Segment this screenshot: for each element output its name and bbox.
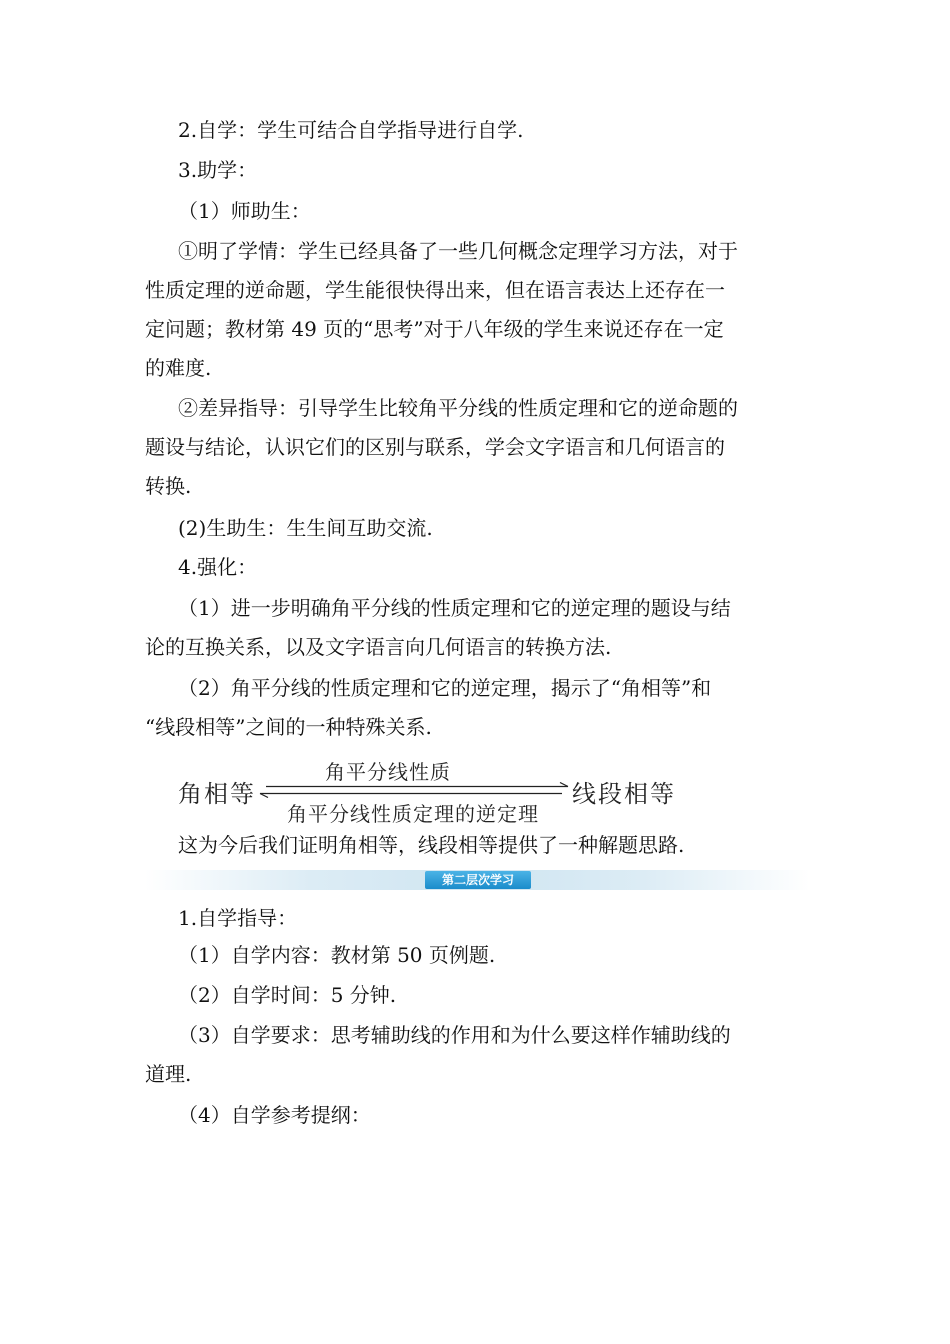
paragraph-reinforce: 4.强化： — [178, 555, 258, 579]
section-banner-title: 第二层次学习 — [425, 871, 531, 889]
paragraph-time: （2）自学时间：5 分钟. — [178, 983, 397, 1007]
relation-top-label: 角平分线性质 — [325, 760, 451, 784]
paragraph-learning-situation-line1: ①明了学情：学生已经具备了一些几何概念定理学习方法，对于 — [178, 239, 738, 263]
paragraph-learning-situation-line2: 性质定理的逆命题，学生能很快得出来，但在语言表达上还存在一 — [145, 278, 725, 302]
relation-right-term: 线段相等 — [572, 780, 676, 808]
paragraph-reinforce-2-line2: “线段相等”之间的一种特殊关系. — [145, 715, 432, 739]
paragraph-self-study: 2.自学：学生可结合自学指导进行自学. — [178, 118, 524, 142]
double-arrow-icon — [256, 782, 572, 798]
paragraph-outline: （4）自学参考提纲： — [178, 1103, 371, 1127]
paragraph-difference-guidance-line3: 转换. — [145, 474, 192, 498]
paragraph-reinforce-1-line1: （1）进一步明确角平分线的性质定理和它的逆定理的题设与结 — [178, 596, 731, 620]
paragraph-student-helps: (2)生助生：生生间互助交流. — [178, 516, 433, 540]
paragraph-reinforce-1-line2: 论的互换关系，以及文字语言向几何语言的转换方法. — [145, 635, 612, 659]
theorem-relation-diagram — [178, 754, 698, 824]
paragraph-requirement-line2: 道理. — [145, 1062, 192, 1086]
paragraph-learning-situation-line4: 的难度. — [145, 356, 212, 380]
paragraph-difference-guidance-line1: ②差异指导：引导学生比较角平分线的性质定理和它的逆命题的 — [178, 396, 738, 420]
paragraph-help-study: 3.助学： — [178, 158, 258, 182]
paragraph-conclusion: 这为今后我们证明角相等，线段相等提供了一种解题思路. — [178, 833, 685, 857]
paragraph-difference-guidance-line2: 题设与结论，认识它们的区别与联系，学会文字语言和几何语言的 — [145, 435, 725, 459]
paragraph-content: （1）自学内容：教材第 50 页例题. — [178, 943, 496, 967]
paragraph-reinforce-2-line1: （2）角平分线的性质定理和它的逆定理，揭示了“角相等”和 — [178, 676, 712, 700]
relation-bottom-label: 角平分线性质定理的逆定理 — [287, 802, 539, 826]
paragraph-guidance: 1.自学指导： — [178, 906, 298, 930]
paragraph-requirement-line1: （3）自学要求：思考辅助线的作用和为什么要这样作辅助线的 — [178, 1023, 731, 1047]
section-banner — [145, 870, 810, 890]
paragraph-teacher-helps: （1）师助生： — [178, 199, 311, 223]
relation-left-term: 角相等 — [178, 780, 256, 808]
paragraph-learning-situation-line3: 定问题；教材第 49 页的“思考”对于八年级的学生来说还存在一定 — [145, 317, 724, 341]
